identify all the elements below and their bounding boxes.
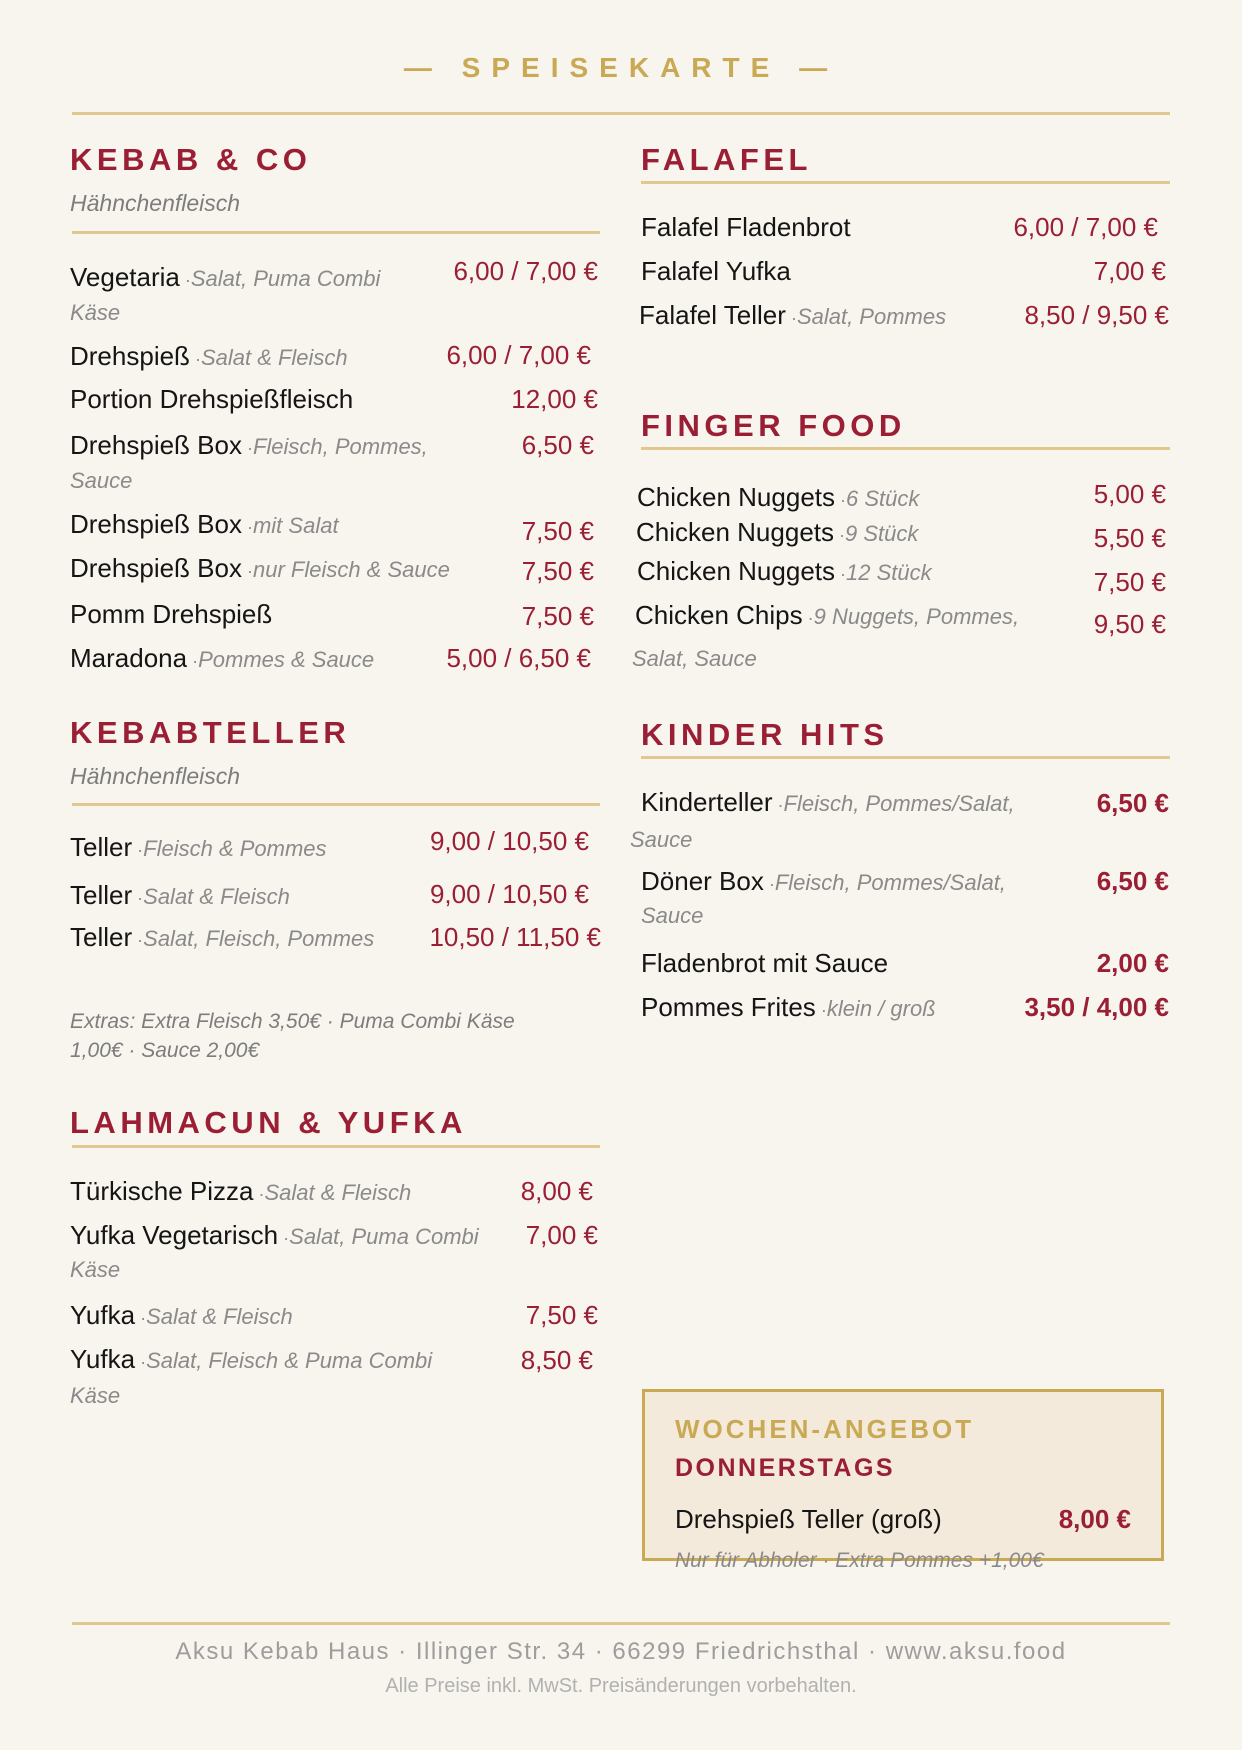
item-name: Teller	[70, 880, 133, 910]
section-title-kebab: KEBAB & CO	[70, 142, 312, 177]
offer-item: Drehspieß Teller (groß)	[675, 1504, 942, 1534]
item-description-continued: Käse	[70, 1257, 121, 1282]
item-name: Falafel Yufka	[641, 256, 791, 286]
menu-item	[70, 384, 353, 415]
item-description: · Fleisch, Pommes/Salat,	[764, 870, 1006, 895]
item-name: Drehspieß Box	[70, 553, 242, 583]
section-title-falafel: FALAFEL	[641, 142, 812, 177]
item-description: · Fleisch, Pommes/Salat,	[773, 791, 1015, 816]
item-description: · 6 Stück	[835, 486, 919, 511]
item-description: · klein / groß	[816, 996, 936, 1021]
menu-item	[70, 1176, 411, 1207]
item-description: · 9 Stück	[834, 521, 918, 546]
item-description: · Salat & Fleisch	[132, 884, 290, 909]
item-name: Yufka Vegetarisch	[70, 1220, 279, 1250]
menu-item	[70, 599, 272, 630]
footer-address: Aksu Kebab Haus · Illinger Str. 34 · 66299 Friedrichsthal · www.aksu.food	[175, 1638, 1067, 1665]
offer-day: DONNERSTAGS	[675, 1454, 896, 1482]
section-title-lahmacun: LAHMACUN & YUFKA	[70, 1105, 467, 1140]
item-name: Yufka	[70, 1300, 136, 1330]
offer-price: 8,00 €	[1058, 1504, 1131, 1534]
menu-item	[70, 922, 374, 953]
section-title-finger-food: FINGER FOOD	[641, 408, 906, 443]
item-description: · Salat, Pommes	[786, 304, 946, 329]
item-description: · Salat & Fleisch	[254, 1180, 412, 1205]
item-description: · mit Salat	[242, 513, 339, 538]
item-description: · Salat & Fleisch	[135, 1304, 293, 1329]
item-price: 7,50 €	[525, 1300, 598, 1330]
item-price: 2,00 €	[1096, 948, 1169, 978]
item-name: Falafel Teller	[639, 300, 786, 330]
section-divider	[641, 181, 1170, 184]
item-price: 5,00 €	[1093, 479, 1166, 509]
menu-item	[641, 787, 1015, 818]
item-name: Chicken Nuggets	[637, 556, 835, 586]
item-price: 7,00 €	[525, 1220, 598, 1250]
item-name: Teller	[70, 832, 133, 862]
item-name: Chicken Nuggets	[637, 482, 835, 512]
item-description: · Pommes & Sauce	[187, 647, 374, 672]
item-description-continued: Käse	[70, 1383, 121, 1408]
item-price: 6,50 €	[1096, 788, 1169, 818]
item-name: Chicken Nuggets	[636, 517, 834, 547]
item-price: 7,50 €	[521, 601, 594, 631]
section-title-kebabteller: KEBABTELLER	[70, 715, 351, 750]
section-divider	[72, 1145, 600, 1148]
item-name: Chicken Chips	[635, 600, 803, 630]
item-price: 6,00 / 7,00 €	[1013, 212, 1158, 242]
item-price: 3,50 / 4,00 €	[1024, 992, 1169, 1022]
item-name: Vegetaria	[70, 262, 180, 292]
item-name: Yufka	[70, 1344, 136, 1374]
item-description-continued: Sauce	[70, 468, 133, 493]
item-price: 12,00 €	[511, 384, 598, 414]
menu-item	[641, 212, 851, 243]
extras-note: Extras: Extra Fleisch 3,50€ · Puma Combi Käse 1,00€ · Sauce 2,00€	[70, 1010, 515, 1062]
item-name: Pommes Frites	[641, 992, 816, 1022]
item-name: Maradona	[70, 643, 188, 673]
menu-item	[639, 300, 946, 331]
item-description-continued: Sauce	[641, 903, 704, 928]
offer-note: Nur für Abholer · Extra Pommes +1,00€	[675, 1549, 1044, 1572]
section-divider	[641, 447, 1170, 450]
menu-item	[70, 1300, 293, 1331]
item-price: 8,50 / 9,50 €	[1024, 300, 1169, 330]
item-price: 6,00 / 7,00 €	[446, 340, 591, 370]
item-price: 6,00 / 7,00 €	[453, 256, 598, 286]
menu-item	[641, 992, 936, 1023]
item-description: · Salat & Fleisch	[190, 345, 348, 370]
menu-item	[70, 262, 380, 293]
menu-item	[70, 553, 450, 584]
item-name: Pomm Drehspieß	[70, 599, 273, 629]
item-name: Drehspieß Box	[70, 430, 242, 460]
item-description: · Fleisch & Pommes	[132, 836, 326, 861]
section-subtitle-kebab: Hähnchenfleisch	[70, 190, 241, 216]
footer-disclaimer: Alle Preise inkl. MwSt. Preisänderungen vorbehalten.	[385, 1675, 857, 1697]
menu-item	[70, 1344, 432, 1375]
item-description: · 9 Nuggets, Pommes,	[803, 604, 1019, 629]
item-price: 10,50 / 11,50 €	[429, 922, 601, 952]
footer-divider	[72, 1622, 1170, 1625]
item-name: Fladenbrot mit Sauce	[641, 948, 889, 978]
menu-item	[641, 866, 1006, 897]
menu-title: — SPEISEKARTE —	[403, 52, 839, 83]
item-name: Drehspieß	[70, 341, 190, 371]
header-divider	[72, 112, 1170, 115]
item-description: · Fleisch, Pommes,	[242, 434, 428, 459]
menu-item	[635, 600, 1019, 631]
item-price: 6,50 €	[521, 430, 594, 460]
menu-item	[70, 1220, 479, 1251]
section-divider	[641, 756, 1170, 759]
item-description-continued: Salat, Sauce	[632, 646, 757, 671]
menu-item	[70, 430, 428, 461]
item-description: · Salat, Fleisch & Puma Combi	[135, 1348, 432, 1373]
item-name: Drehspieß Box	[70, 509, 242, 539]
item-price: 8,50 €	[520, 1345, 593, 1375]
menu-item	[70, 643, 374, 674]
item-name: Kinderteller	[641, 787, 773, 817]
item-name: Türkische Pizza	[70, 1176, 254, 1206]
item-price: 8,00 €	[520, 1176, 593, 1206]
weekly-offer-box	[642, 1389, 1164, 1572]
item-description-continued: Sauce	[630, 827, 693, 852]
section-subtitle-kebabteller: Hähnchenfleisch	[70, 763, 241, 789]
item-price: 7,50 €	[521, 556, 594, 586]
item-description: · nur Fleisch & Sauce	[242, 557, 450, 582]
item-description-continued: Käse	[70, 300, 121, 325]
item-name: Portion Drehspießfleisch	[70, 384, 354, 414]
item-price: 7,50 €	[1093, 567, 1166, 597]
menu-item	[70, 509, 339, 540]
item-price: 5,50 €	[1093, 523, 1166, 553]
item-description: · 12 Stück	[835, 560, 932, 585]
item-name: Döner Box	[641, 866, 764, 896]
menu-item	[70, 880, 290, 911]
menu-item	[70, 832, 327, 863]
menu-item	[637, 482, 919, 513]
item-name: Falafel Fladenbrot	[641, 212, 851, 242]
item-price: 6,50 €	[1096, 866, 1169, 896]
item-price: 9,00 / 10,50 €	[429, 826, 589, 856]
menu-item	[637, 556, 932, 587]
section-divider	[72, 231, 600, 234]
item-price: 9,50 €	[1093, 609, 1166, 639]
section-title-kinder-hits: KINDER HITS	[641, 717, 889, 752]
item-price: 7,00 €	[1093, 256, 1166, 286]
menu-item	[641, 256, 791, 287]
menu-item	[641, 948, 888, 979]
item-price: 9,00 / 10,50 €	[429, 879, 589, 909]
menu-item	[70, 341, 348, 372]
item-description: · Salat, Fleisch, Pommes	[132, 926, 374, 951]
item-description: · Salat, Puma Combi	[180, 266, 381, 291]
item-name: Teller	[70, 922, 133, 952]
item-price: 7,50 €	[521, 516, 594, 546]
item-description: · Salat, Puma Combi	[278, 1224, 479, 1249]
section-divider	[72, 803, 600, 806]
offer-title: WOCHEN-ANGEBOT	[675, 1414, 975, 1444]
menu-item	[636, 517, 918, 548]
item-price: 5,00 / 6,50 €	[446, 643, 591, 673]
